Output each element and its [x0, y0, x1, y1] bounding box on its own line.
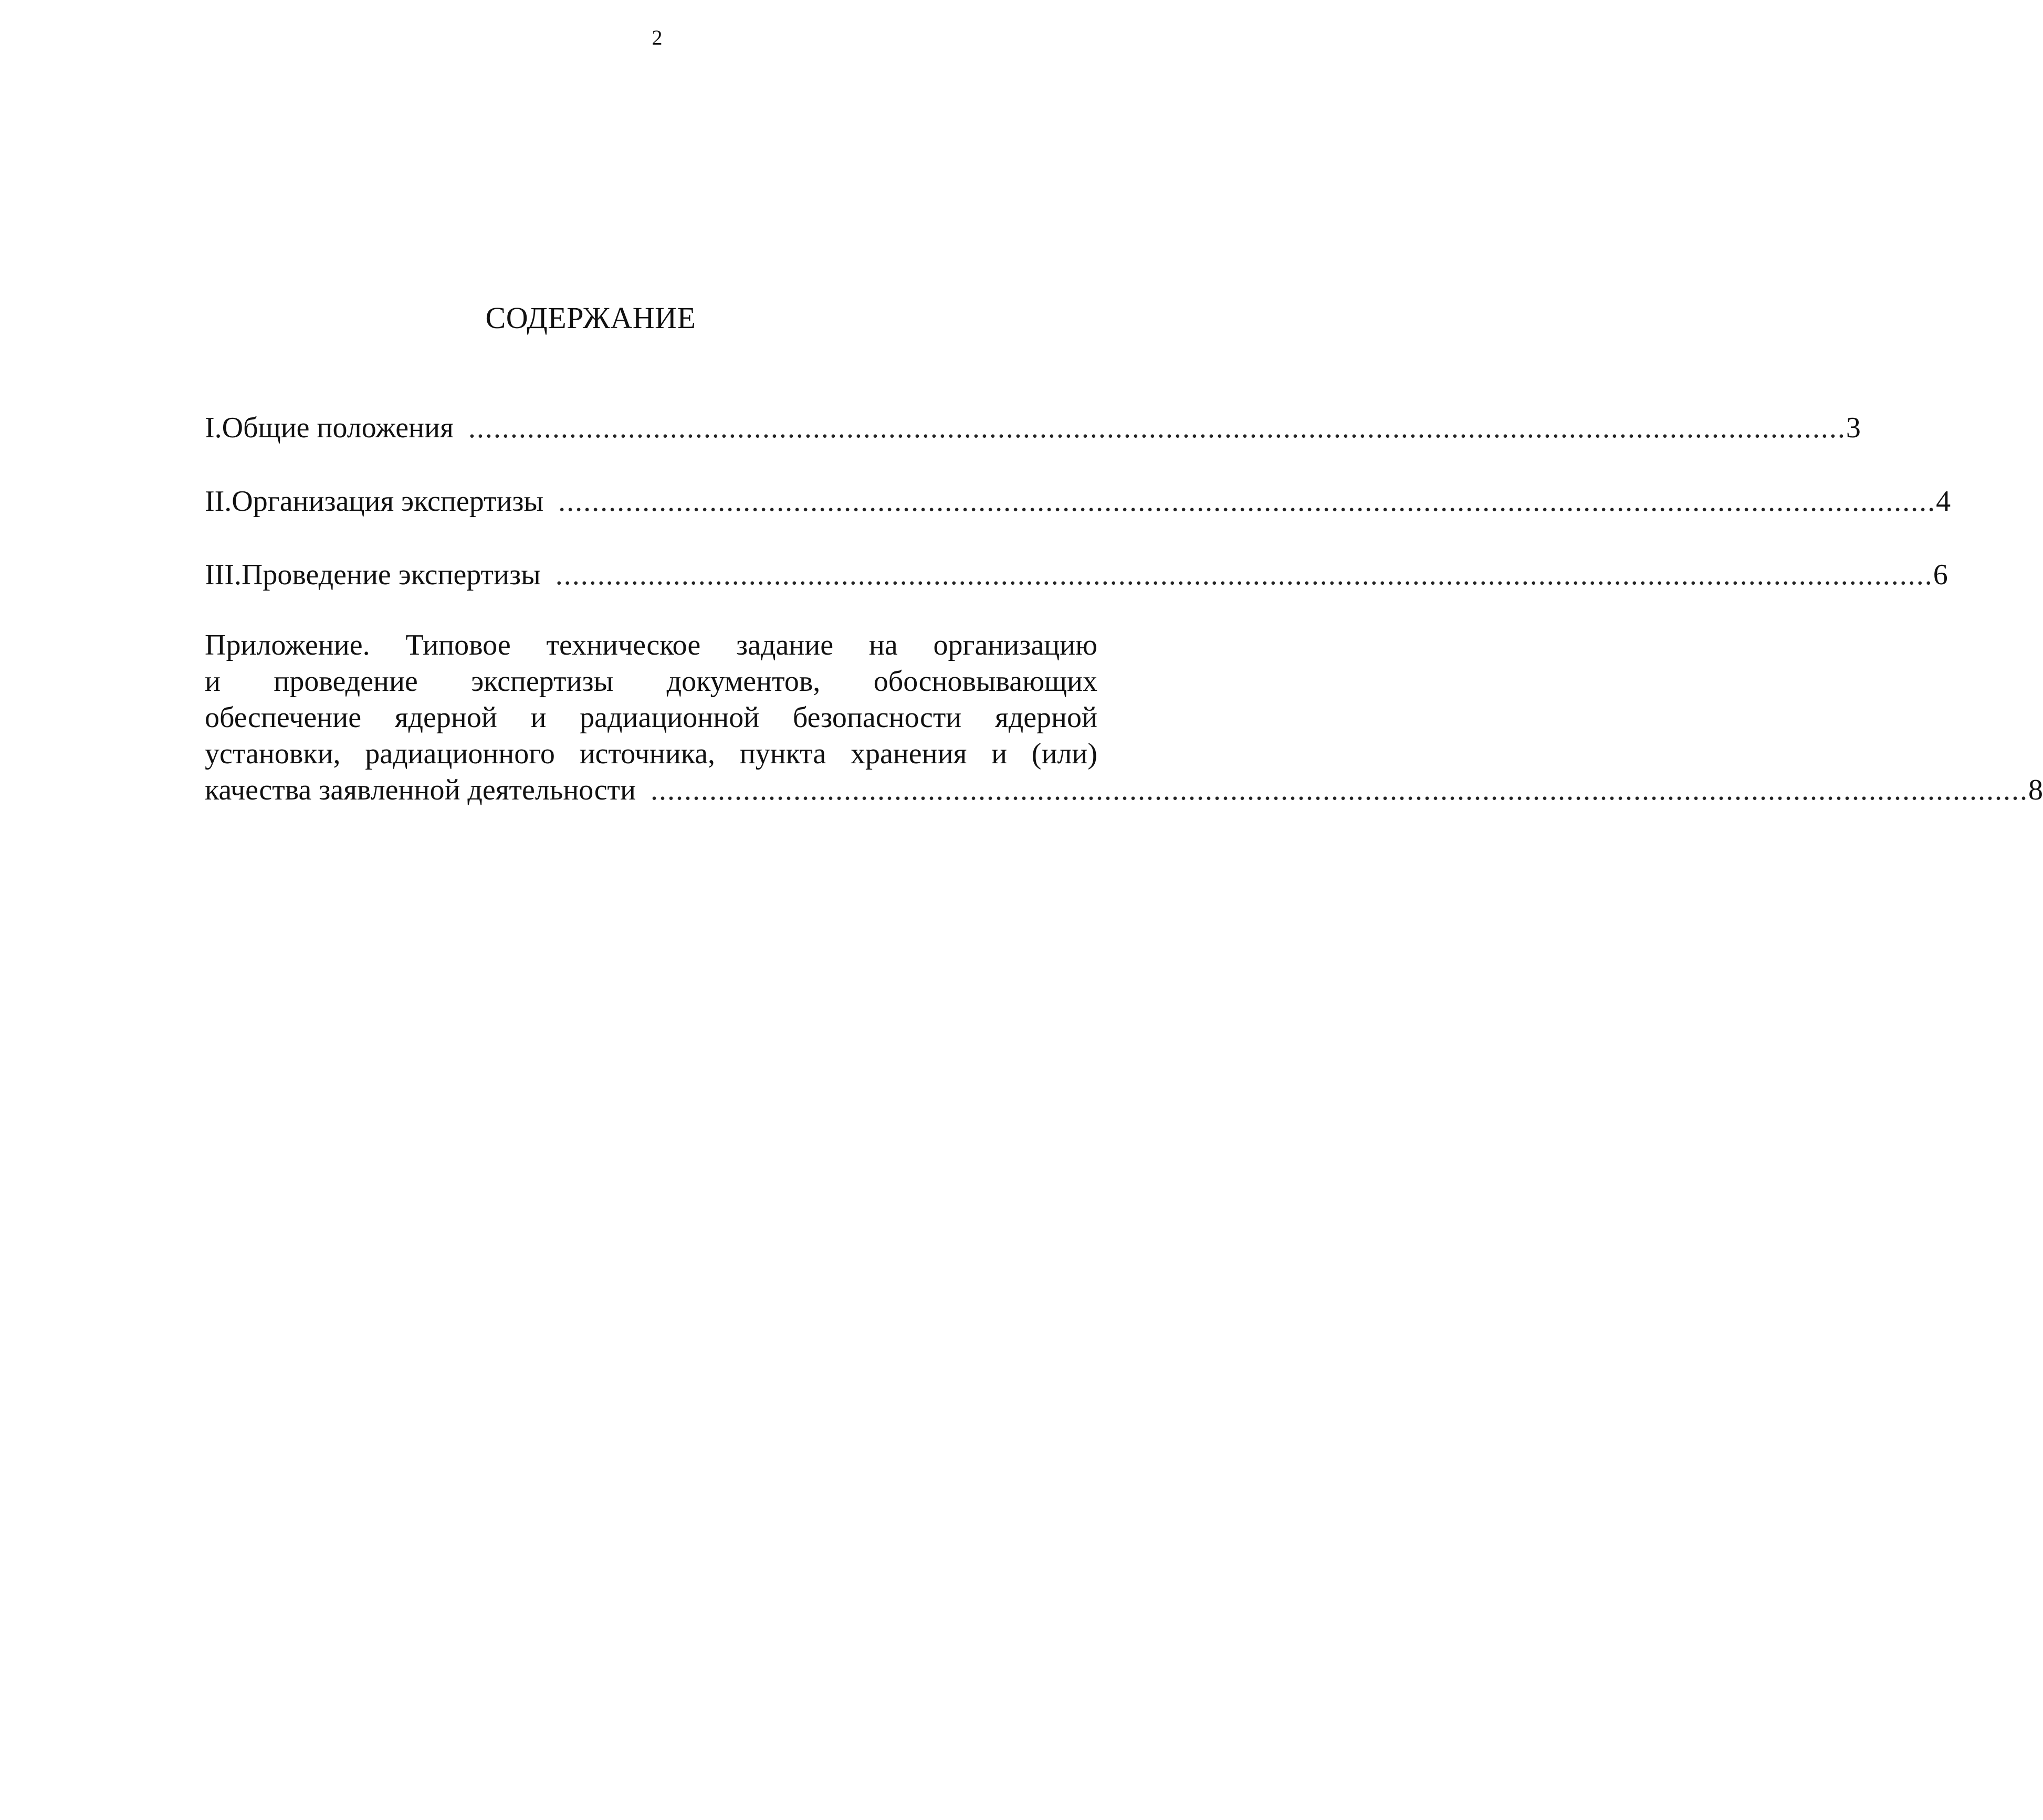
toc-entry-expertise-conduct [205, 554, 1948, 596]
toc-entry-appendix [205, 627, 2043, 808]
toc-entry-numeral: II. [205, 485, 232, 518]
appendix-last-line-text: качества заявленной деятельности [205, 774, 636, 806]
appendix-line-5 [205, 772, 2043, 808]
toc-entry-page: 4 [1936, 485, 1951, 518]
toc-title: СОДЕРЖАНИЕ [485, 301, 696, 335]
appendix-page: 8 [2028, 774, 2043, 806]
toc-entry-general-provisions [205, 407, 1861, 449]
toc-entry-page: 6 [1933, 559, 1948, 591]
dot-leader: .................................................................................................................................................................... [555, 559, 1933, 591]
toc-entry-numeral: I. [205, 412, 222, 444]
toc-entry-numeral: III. [205, 559, 242, 591]
toc-entry-label: Организация экспертизы [232, 485, 544, 518]
page-number: 2 [652, 26, 663, 49]
appendix-line-2: и проведение экспертизы документов, обосновывающих [205, 665, 1097, 698]
appendix-line-4: установки, радиационного источника, пункта хранения и (или) [205, 738, 1097, 770]
appendix-line-3: обеспечение ядерной и радиационной безопасности ядерной [205, 701, 1097, 734]
dot-leader: .................................................................................................................................................................... [558, 485, 1936, 518]
toc-entry-page: 3 [1846, 412, 1861, 444]
toc-entry-label: Проведение экспертизы [241, 559, 541, 591]
appendix-line-1: Приложение. Типовое техническое задание на организацию [205, 629, 1097, 661]
dot-leader: .................................................................................................................................................................... [468, 412, 1846, 444]
toc-entry-label: Общие положения [222, 412, 454, 444]
dot-leader: .................................................................................................................................................................... [651, 774, 2028, 806]
toc-entry-expertise-organization [205, 480, 1951, 522]
